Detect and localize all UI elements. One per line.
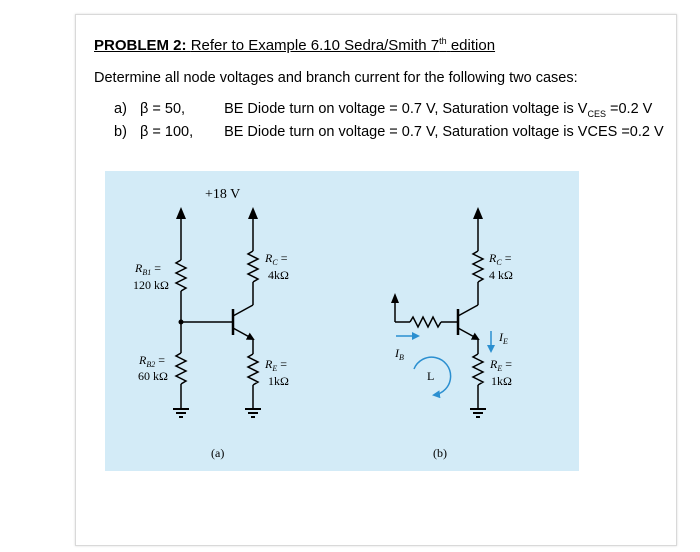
rb2-value: 60 kΩ xyxy=(138,369,168,383)
problem-title-suffix: edition xyxy=(450,37,496,54)
rb2-label: $R_{B2}$ = xyxy=(139,353,166,369)
case-diode: BE Diode turn on voltage = 0.7 V, xyxy=(224,101,439,117)
supply-label: +18 V xyxy=(205,187,241,202)
rc-label: $R_C$ = xyxy=(265,251,288,267)
case-label: a) xyxy=(114,101,127,117)
intro-text: Determine all node voltages and branch current for the following two cases: xyxy=(94,70,578,86)
resistor-re-b xyxy=(473,354,483,385)
re-label: $R_E$ = xyxy=(265,357,288,373)
problem-label: PROBLEM 2: xyxy=(94,37,187,54)
up-arrow-icon xyxy=(391,293,399,322)
ground-icon xyxy=(173,409,189,417)
up-arrow-icon xyxy=(176,207,186,260)
re-value: 1kΩ xyxy=(268,374,289,388)
ib-label: $I_B$ xyxy=(395,346,404,362)
ground-icon xyxy=(470,409,486,417)
case-beta: β = 50, xyxy=(140,101,186,117)
resistor-rb2 xyxy=(176,353,186,384)
case-beta: β = 100, xyxy=(140,124,194,140)
rb1-value: 120 kΩ xyxy=(133,278,169,292)
ie-label: $I_E$ xyxy=(499,330,508,346)
problem-superscript: th xyxy=(439,36,447,46)
rb1-label: $R_{B1}$ = xyxy=(135,261,162,277)
resistor-rb xyxy=(410,317,441,327)
case-saturation: Saturation voltage is $V_{CES} =0.2$ V xyxy=(442,101,653,119)
ground-icon xyxy=(245,409,261,417)
caption-a: (a) xyxy=(211,446,225,460)
case-b xyxy=(114,124,664,140)
npn-transistor-icon xyxy=(458,305,478,339)
rc-label-b: $R_C$ = xyxy=(489,251,512,267)
rc-value-b: 4 kΩ xyxy=(489,268,513,282)
problem-title: Refer to Example 6.10 Sedra/Smith 7 xyxy=(190,37,440,54)
caption-b: (b) xyxy=(433,446,447,460)
case-saturation: Saturation voltage is VCES =0.2 V xyxy=(442,124,664,140)
case-diode: BE Diode turn on voltage = 0.7 V, xyxy=(224,124,439,140)
re-label-b: $R_E$ = xyxy=(490,357,513,373)
resistor-rc-b xyxy=(473,251,483,282)
case-label: b) xyxy=(114,124,127,140)
resistor-re xyxy=(248,354,258,385)
case-a xyxy=(114,101,652,119)
resistor-rc xyxy=(248,251,258,282)
loop-label: L xyxy=(427,369,435,383)
re-value-b: 1kΩ xyxy=(491,374,512,388)
problem-heading xyxy=(94,36,495,54)
circuit-figure xyxy=(105,171,579,471)
up-arrow-icon xyxy=(473,207,483,251)
up-arrow-icon xyxy=(248,207,258,251)
circuit-diagrams xyxy=(105,171,579,471)
resistor-rb1 xyxy=(176,260,186,291)
npn-transistor-icon xyxy=(233,305,253,339)
rc-value: 4kΩ xyxy=(268,268,289,282)
